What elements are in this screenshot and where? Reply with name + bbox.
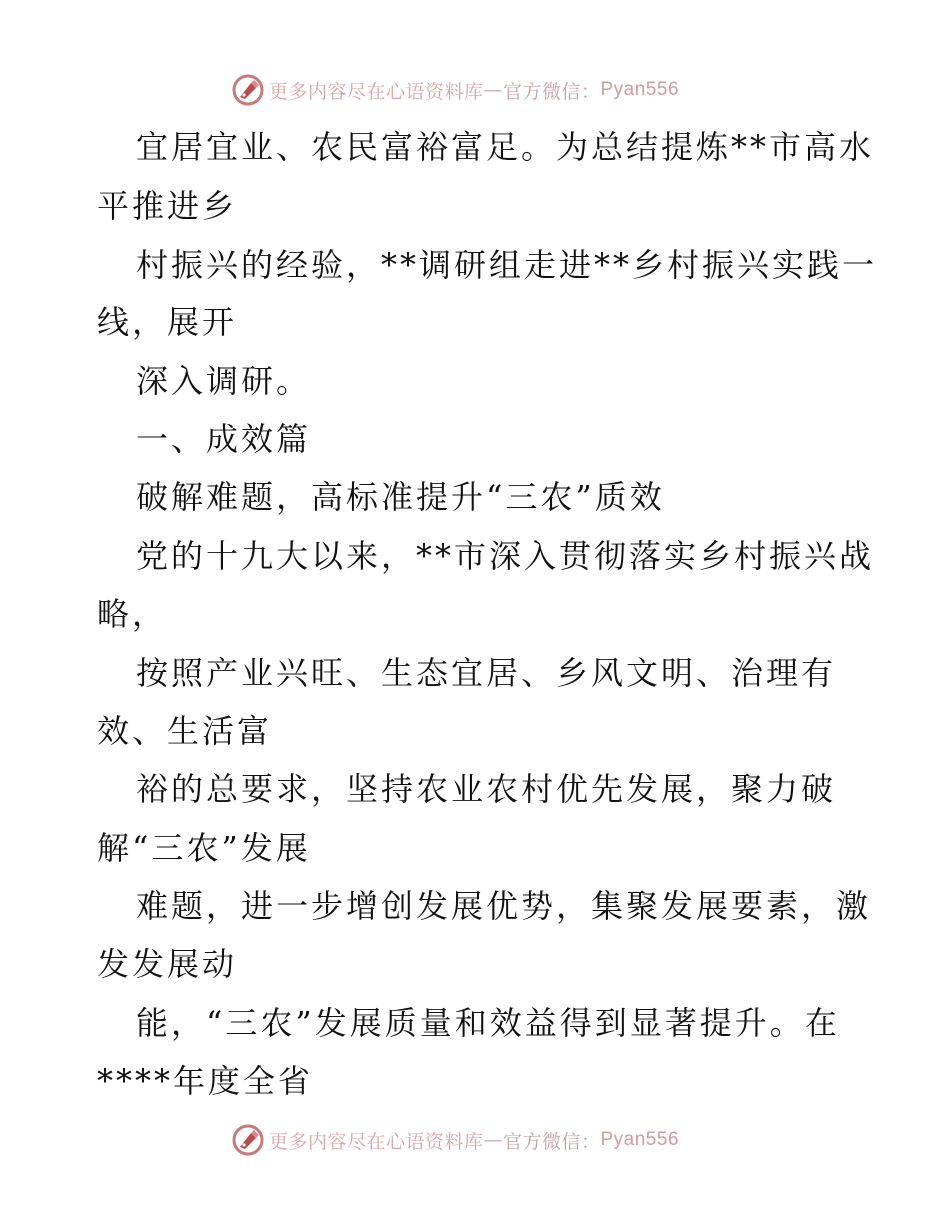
paragraph-line: 宜居宜业、农民富裕富足。为总结提炼**市高水 [136,128,875,166]
watermark-separator: — [483,1129,503,1151]
paragraph-line: 略， [97,595,168,633]
paragraph-line: 线，展开 [97,303,238,341]
watermark-label: 官方微信： [502,1130,601,1153]
watermark-wechat-id: Pyan556 [600,1129,680,1150]
paragraph-line: 发发展动 [97,945,238,983]
paragraph-line: 裕的总要求，坚持农业农村优先发展，聚力破 [136,770,837,808]
footer-watermark [0,1120,950,1160]
watermark-main-text: 更多内容尽在心语资料库 [268,80,484,103]
paragraph-line: 难题，进一步增创发展优势，集聚发展要素，激 [136,887,872,925]
watermark-separator: — [483,79,503,101]
subsection-heading: 破解难题，高标准提升“三农”质效 [136,478,665,516]
paragraph-line: 党的十九大以来，**市深入贯彻落实乡村振兴战 [136,537,875,575]
watermark-wechat-id: Pyan556 [600,79,680,100]
paragraph-line: 按照产业兴旺、生态宜居、乡风文明、治理有 [136,654,837,692]
watermark-label: 官方微信： [502,80,601,103]
pen-nib-icon [231,1123,265,1157]
paragraph-line: 村振兴的经验，**调研组走进**乡村振兴实践一 [136,246,878,284]
paragraph-line: ****年度全省 [97,1062,314,1100]
watermark-main-text: 更多内容尽在心语资料库 [268,1130,484,1153]
paragraph-line: 解“三农”发展 [97,829,311,867]
section-heading: 一、成效篇 [136,420,312,458]
paragraph-line: 平推进乡 [97,187,238,225]
paragraph-line: 能，“三农”发展质量和效益得到显著提升。在 [136,1004,840,1042]
paragraph-line: 效、生活富 [97,712,273,750]
paragraph-line: 深入调研。 [136,362,312,400]
